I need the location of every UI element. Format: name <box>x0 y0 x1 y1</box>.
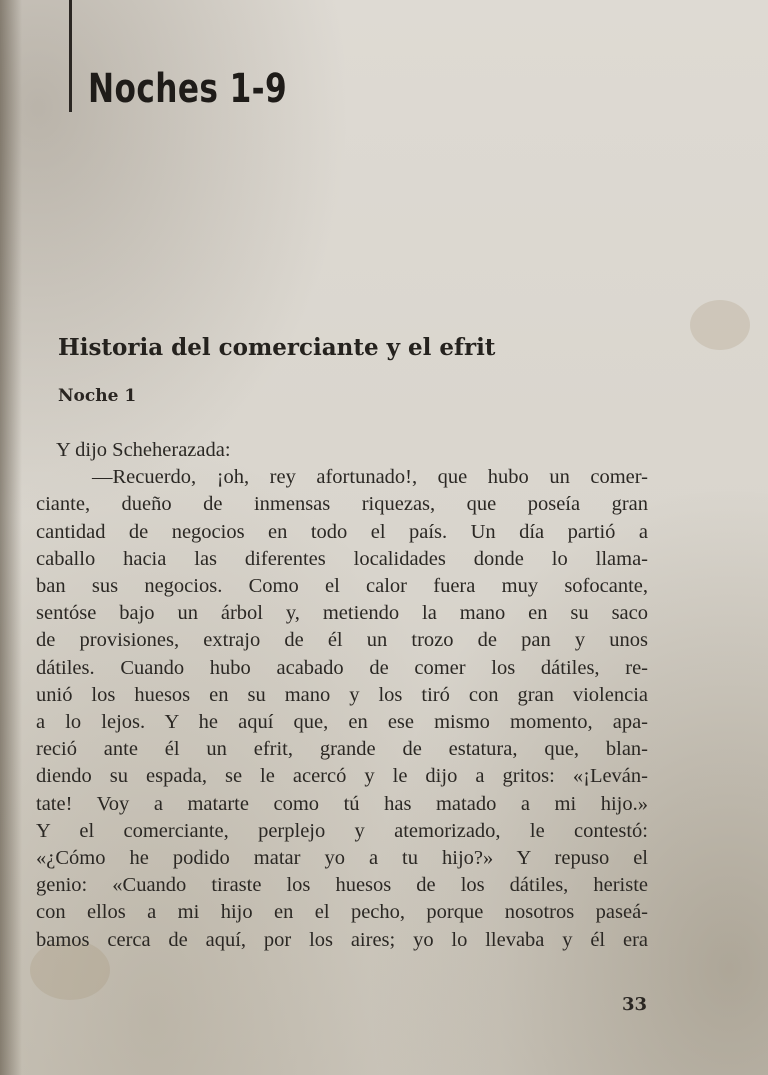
section-title: Historia del comerciante y el efrit <box>58 334 496 361</box>
vertical-rule <box>69 0 72 112</box>
text-line: reció ante él un efrit, grande de estatura, que, blan- <box>36 738 648 761</box>
night-label: Noche 1 <box>58 386 137 406</box>
spine-shadow <box>0 0 22 1075</box>
text-line: ciante, dueño de inmensas riquezas, que poseía gran <box>36 493 648 516</box>
text-line: diendo su espada, se le acercó y le dijo a gritos: «¡Leván- <box>36 765 648 788</box>
text-line: bamos cerca de aquí, por los aires; yo lo llevaba y él era <box>36 928 648 951</box>
text-line: caballo hacia las diferentes localidades donde lo llama- <box>36 547 648 570</box>
body-text <box>36 437 648 954</box>
text-line: a lo lejos. Y he aquí que, en ese mismo momento, apa- <box>36 711 648 734</box>
chapter-heading: Noches 1-9 <box>88 66 288 112</box>
text-line: dátiles. Cuando hubo acabado de comer los dátiles, re- <box>36 656 648 679</box>
text-line: —Recuerdo, ¡oh, rey afortunado!, que hubo un comer- <box>92 466 648 489</box>
text-line: de provisiones, extrajo de él un trozo de pan y unos <box>36 629 648 652</box>
text-line: ban sus negocios. Como el calor fuera muy sofocante, <box>36 575 648 598</box>
text-line: unió los huesos en su mano y los tiró con gran violencia <box>36 683 648 706</box>
text-line: cantidad de negocios en todo el país. Un día partió a <box>36 520 648 543</box>
text-line: con ellos a mi hijo en el pecho, porque nosotros paseá- <box>36 901 648 924</box>
text-line: genio: «Cuando tiraste los huesos de los dátiles, heriste <box>36 874 648 897</box>
text-line: Y dijo Scheherazada: <box>56 439 231 461</box>
text-line: «¿Cómo he podido matar yo a tu hijo?» Y repuso el <box>36 847 648 870</box>
page-number: 33 <box>622 994 648 1015</box>
text-line: sentóse bajo un árbol y, metiendo la mano en su saco <box>36 602 648 625</box>
text-line: tate! Voy a matarte como tú has matado a mi hijo.» <box>36 792 648 815</box>
paper-stain <box>690 300 750 350</box>
text-line: Y el comerciante, perplejo y atemorizado, le contestó: <box>36 819 648 842</box>
